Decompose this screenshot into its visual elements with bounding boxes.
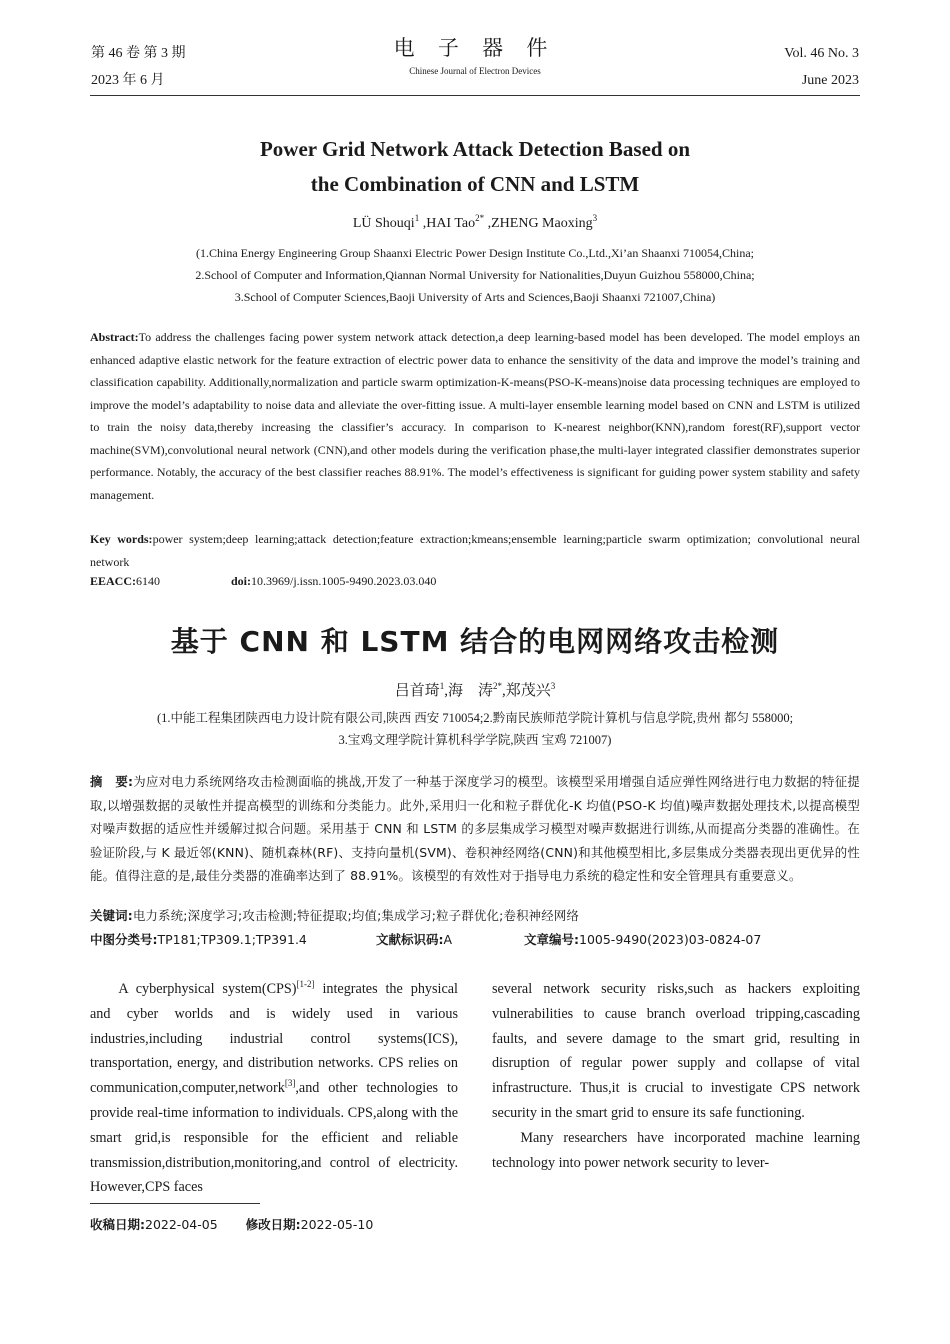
author-3-sup: 3	[592, 213, 598, 223]
keywords-en	[90, 528, 860, 573]
keywords-en-text: power system;deep learning;attack detection;feature extraction;kmeans;ensemble learning;particle swarm optimization; convolutional neural network	[90, 532, 861, 569]
document-code	[376, 930, 452, 948]
affiliation-cn-1: (1.中能工程集团陕西电力设计院有限公司,陕西 西安 710054;2.黔南民族师范学院计算机与信息学院,贵州 都匀 558000;	[156, 711, 794, 725]
abstract-en	[90, 326, 860, 506]
author-1-en: LÜ Shouqi	[352, 216, 415, 231]
clc-value: TP181;TP309.1;TP391.4	[157, 932, 307, 947]
clc-number	[90, 930, 307, 948]
doi[interactable]	[231, 574, 436, 589]
body-paragraph: several network security risks,such as hackers exploiting vulnerabilities to cause branch overload tripping,cascading faults, and severe damage to the smart grid, resulting in disruption of regular power supply and collapse of vital infrastructure. Thus,it is crucial to investigate CPS network security in the smart grid to ensure its safe functioning.	[492, 981, 860, 1121]
eeacc	[90, 574, 160, 589]
abstract-cn-label: 摘 要:	[90, 774, 134, 789]
title-en	[0, 132, 950, 202]
author-3-cn-sup: 3	[550, 681, 556, 691]
author-1-sup: 1	[414, 213, 420, 223]
authors-en	[0, 213, 950, 232]
revised-label: 修改日期:	[245, 1217, 301, 1232]
author-1-cn: 吕首琦	[394, 683, 440, 699]
author-1-cn-sup: 1	[439, 681, 445, 691]
received-date	[90, 1217, 218, 1232]
title-en-line1: Power Grid Network Attack Detection Based on	[259, 137, 691, 161]
body-text: A cyberphysical system(CPS)	[118, 981, 297, 997]
keywords-en-label: Key words:	[90, 532, 153, 546]
doi-label: doi:	[231, 574, 252, 588]
footnote-rule	[90, 1203, 260, 1204]
body-text: integrates the physical and cyber worlds and is widely used in various industries,including industrial control systems(ICS), transportation, energy, and distribution networks. CPS relies on communication,computer,network	[90, 981, 458, 1097]
body-paragraph	[90, 977, 458, 1200]
citation-ref[interactable]: [1-2]	[296, 979, 315, 989]
body-text: ,and other technologies to provide real-time information to individuals. CPS,along with the smart grid,is responsible for the efficient and reliable transmission,distribution,monitoring,and control of electricity. However,CPS faces	[90, 1080, 458, 1196]
header-date-en: June 2023	[801, 73, 859, 88]
abstract-en-text: To address the challenges facing power system network attack detection,a deep learning-based model has been developed. The model employs an enhanced adaptive elastic network for the feature extraction of electric power data to enhance the sensitivity of the data and improve the model’s training and classification capability. Additionally,normalization and particle swarm optimization-K-means(PSO-K-means)noise data processing techniques are employed to improve the model’s adaptability to noise data and alleviate the over-fitting issue. A multi-layer ensemble learning model based on CNN and LSTM is utilized to train the noisy data,thereby increasing the classifier’s accuracy. In comparison to K-nearest neighbor(KNN),random forest(RF),support vector machine(SVM),convolutional neural network (CNN),and other models during the verification phase,the multi-layer integrated classifier demonstrates superior performance. Notably, the accuracy of the best classifier reaches 88.91%. The model’s effectiveness is significant for guiding power system stability and safety management.	[90, 330, 860, 502]
journal-name-cn: 电 子 器 件	[393, 36, 557, 60]
article-value: 1005-9490(2023)03-0824-07	[579, 932, 762, 947]
affiliation-en-2: 2.School of Computer and Information,Qiannan Normal University for Nationalities,Duyun Guizhou 558000,China;	[195, 268, 755, 282]
abstract-cn-text: 为应对电力系统网络攻击检测面临的挑战,开发了一种基于深度学习的模型。该模型采用增强自适应弹性网络进行电力数据的特征提取,以增强数据的灵敏性并提高模型的训练和分类能力。此外,采用归一化和粒子群优化-K 均值(PSO-K 均值)噪声数据处理技术,以提高模型对噪声数据的适应性并缓解过拟合问题。采用基于 CNN 和 LSTM 的多层集成学习模型对噪声数据进行训练,从而提高分类器的准确性。在验证阶段,与 K 最近邻(KNN)、随机森林(RF)、支持向量机(SVM)、卷积神经网络(CNN)和其他模型相比,多层集成分类器表现出更优异的性能。值得注意的是,最佳分类器的准确率达到了 88.91%。该模型的有效性对于指导电力系统的稳定性和安全管理具有重要意义。	[90, 774, 860, 883]
author-3-cn: ,郑茂兴	[502, 683, 551, 699]
doccode-value: A	[443, 932, 453, 947]
footnote	[90, 1215, 401, 1233]
citation-ref[interactable]: [3]	[284, 1078, 296, 1089]
header-rule	[90, 95, 860, 96]
affiliations-en	[0, 242, 950, 308]
keywords-cn-label: 关键词:	[90, 908, 133, 923]
header-volume-en: Vol. 46 No. 3	[784, 46, 859, 61]
author-2-cn-sup: 2*	[493, 681, 502, 691]
article-number	[524, 930, 761, 948]
header-volume-cn: 第 46 卷 第 3 期	[91, 46, 186, 61]
article-label: 文章编号:	[524, 932, 579, 947]
affiliations-cn	[0, 707, 950, 751]
header-right	[784, 40, 859, 94]
received-label: 收稿日期:	[90, 1217, 145, 1232]
abstract-en-label: Abstract:	[90, 330, 139, 344]
eeacc-value: 6140	[136, 574, 161, 588]
journal-name-en: Chinese Journal of Electron Devices	[409, 66, 541, 76]
affiliation-cn-2: 3.宝鸡文理学院计算机科学学院,陕西 宝鸡 721007)	[338, 733, 612, 747]
keywords-cn-text: 电力系统;深度学习;攻击检测;特征提取;均值;集成学习;粒子群优化;卷积神经网络	[132, 908, 580, 923]
affiliation-en-1: (1.China Energy Engineering Group Shaanxi Electric Power Design Institute Co.,Ltd.,Xi’an Shaanxi 710054,China;	[195, 246, 754, 260]
author-3-en: ,ZHENG Maoxing	[484, 216, 593, 231]
body-column-right	[492, 977, 860, 1175]
abstract-cn	[90, 770, 860, 888]
author-2-cn: ,海 涛	[444, 683, 493, 699]
doccode-label: 文献标识码:	[376, 932, 444, 947]
clc-label: 中图分类号:	[90, 932, 158, 947]
body-paragraph: Many researchers have incorporated machine learning technology into power network security to lever-	[492, 1129, 860, 1171]
keywords-cn	[90, 904, 860, 928]
body-column-left	[90, 977, 458, 1200]
affiliation-en-3: 3.School of Computer Sciences,Baoji University of Arts and Sciences,Baoji Shaanxi 721007,China)	[234, 290, 716, 304]
title-cn: 基于 CNN 和 LSTM 结合的电网网络攻击检测	[170, 625, 780, 658]
received-value: 2022-04-05	[145, 1217, 218, 1232]
authors-cn	[0, 679, 950, 700]
revised-value: 2022-05-10	[300, 1217, 374, 1232]
eeacc-label: EEACC:	[90, 574, 137, 588]
revised-date	[246, 1217, 374, 1232]
title-en-line2: the Combination of CNN and LSTM	[310, 172, 640, 196]
author-2-sup: 2*	[475, 213, 485, 223]
header-date-cn: 2023 年 6 月	[91, 73, 165, 88]
author-2-en: ,HAI Tao	[419, 216, 476, 231]
doi-value[interactable]: 10.3969/j.issn.1005-9490.2023.03.040	[251, 574, 437, 588]
